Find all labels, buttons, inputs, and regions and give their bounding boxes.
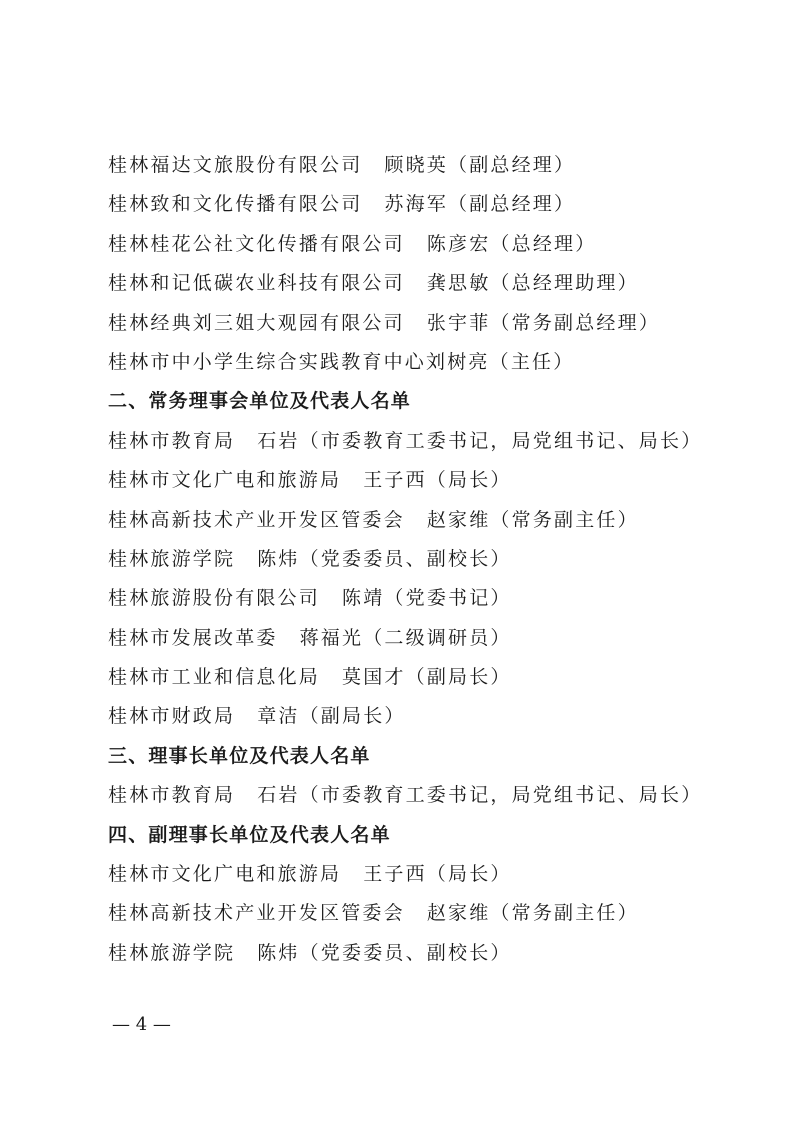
org-name: 桂林市工业和信息化局 bbox=[108, 666, 321, 689]
list-item bbox=[108, 304, 758, 343]
representative: 赵家维（常务副主任） bbox=[426, 902, 639, 925]
representative: 石岩（市委教育工委书记，局党组书记、局长） bbox=[257, 429, 703, 452]
page-number: — 4 — bbox=[112, 1014, 171, 1035]
representative: 张宇菲（常务副总经理） bbox=[426, 311, 661, 334]
representative: 刘树亮（主任） bbox=[426, 350, 575, 373]
list-item bbox=[108, 422, 758, 461]
document-content bbox=[108, 146, 758, 973]
list-item bbox=[108, 579, 758, 618]
org-name: 桂林经典刘三姐大观园有限公司 bbox=[108, 311, 405, 334]
representative: 陈炜（党委委员、副校长） bbox=[257, 941, 512, 964]
org-name: 桂林高新技术产业开发区管委会 bbox=[108, 508, 405, 531]
representative: 顾晓英（副总经理） bbox=[384, 154, 576, 176]
list-item bbox=[108, 501, 758, 540]
list-item bbox=[108, 934, 758, 973]
representative: 章洁（副局长） bbox=[257, 705, 406, 728]
org-name: 桂林市教育局 bbox=[108, 784, 236, 807]
section-heading: 二、常务理事会单位及代表人名单 bbox=[108, 390, 412, 413]
representative: 王子西（局长） bbox=[363, 863, 512, 886]
org-name: 桂林高新技术产业开发区管委会 bbox=[108, 902, 405, 925]
representative: 陈彦宏（总经理） bbox=[426, 232, 597, 255]
representative: 陈炜（党委委员、副校长） bbox=[257, 547, 512, 570]
list-item bbox=[108, 146, 758, 185]
list-item bbox=[108, 225, 758, 264]
representative: 蒋福光（二级调研员） bbox=[299, 626, 512, 649]
section-heading: 四、副理事长单位及代表人名单 bbox=[108, 823, 391, 846]
list-item bbox=[108, 855, 758, 894]
org-name: 桂林市文化广电和旅游局 bbox=[108, 863, 342, 886]
org-name: 桂林市中小学生综合实践教育中心 bbox=[108, 350, 427, 373]
org-name: 桂林旅游股份有限公司 bbox=[108, 587, 321, 610]
list-item bbox=[108, 697, 758, 736]
list-item bbox=[108, 461, 758, 500]
representative: 石岩（市委教育工委书记，局党组书记、局长） bbox=[257, 784, 703, 807]
section-heading: 三、理事长单位及代表人名单 bbox=[108, 744, 371, 767]
representative: 龚思敏（总经理助理） bbox=[426, 272, 639, 295]
list-item bbox=[108, 619, 758, 658]
org-name: 桂林福达文旅股份有限公司 bbox=[108, 154, 363, 176]
representative: 赵家维（常务副主任） bbox=[426, 508, 639, 531]
representative: 陈靖（党委书记） bbox=[342, 587, 512, 610]
list-item bbox=[108, 658, 758, 697]
org-name: 桂林致和文化传播有限公司 bbox=[108, 193, 363, 216]
org-name: 桂林旅游学院 bbox=[108, 941, 236, 964]
org-name: 桂林市文化广电和旅游局 bbox=[108, 469, 342, 492]
list-item bbox=[108, 264, 758, 303]
org-name: 桂林和记低碳农业科技有限公司 bbox=[108, 272, 405, 295]
org-name: 桂林市财政局 bbox=[108, 705, 236, 728]
org-name: 桂林旅游学院 bbox=[108, 547, 236, 570]
representative: 王子西（局长） bbox=[363, 469, 512, 492]
org-name: 桂林桂花公社文化传播有限公司 bbox=[108, 232, 405, 255]
list-item bbox=[108, 540, 758, 579]
representative: 莫国才（副局长） bbox=[342, 666, 512, 689]
list-item bbox=[108, 776, 758, 815]
list-item bbox=[108, 894, 758, 933]
org-name: 桂林市发展改革委 bbox=[108, 626, 278, 649]
org-name: 桂林市教育局 bbox=[108, 429, 236, 452]
list-item bbox=[108, 185, 758, 224]
list-item bbox=[108, 343, 758, 382]
representative: 苏海军（副总经理） bbox=[384, 193, 576, 216]
